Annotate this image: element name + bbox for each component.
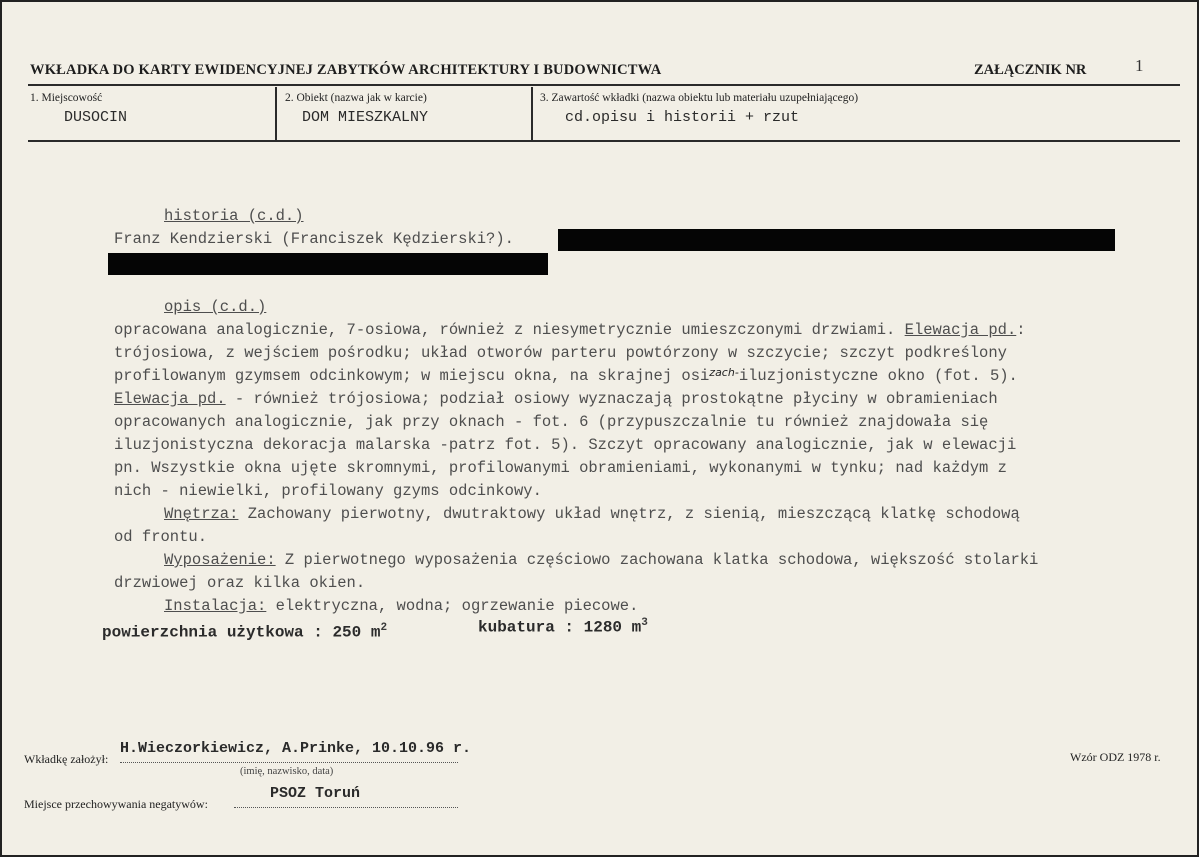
author-dotted-line [120,762,458,763]
redaction-bar [108,253,548,275]
description-line: Elewacja pd. - również trójosiowa; podział osiowy wyznaczają prostokątne płyciny w obramieniach [114,390,998,408]
form-mark: Wzór ODZ 1978 r. [1070,750,1161,764]
description-line: od frontu. [114,528,208,546]
interiors-label: Wnętrza: [164,505,239,523]
handwritten-insert: zach- [709,366,739,379]
contents-value: cd.opisu i historii + rzut [565,109,800,126]
equipment-line: Wyposażenie: Z pierwotnego wyposażenia częściowo zachowana klatka schodowa, większość stolarki [164,551,1039,569]
document-title: WKŁADKA DO KARTY EWIDENCYJNEJ ZABYTKÓW ARCHITEKTURY I BUDOWNICTWA [30,62,662,78]
header-rule [28,84,1180,86]
annex-number: 1 [1135,56,1144,75]
installation-line: Instalacja: elektryczna, wodna; ogrzewanie piecowe. [164,597,639,615]
author-label: Wkładkę założył: [24,752,109,766]
storage-dotted-line [234,807,458,808]
storage-label: Miejsce przechowywania negatywów: [24,797,208,811]
field-divider-1 [275,87,277,141]
description-line: iluzjonistyczna dekoracja malarska -patrz fot. 5). Szczyt opracowany analogicznie, jak w elewacji [114,436,1017,454]
author-value: H.Wieczorkiewicz, A.Prinke, 10.10.96 r. [120,740,472,757]
elevation-south-label: Elewacja pd. [904,321,1017,339]
field-divider-2 [531,87,533,141]
equipment-label: Wyposażenie: [164,551,276,569]
interiors-line: Wnętrza: Zachowany pierwotny, dwutraktowy układ wnętrz, z sienią, mieszczącą klatkę schodową [164,505,1020,523]
description-line: profilowanym gzymsem odcinkowym; w miejscu okna, na skrajnej osi$^{zach-}$iluzjonistyczne okno (fot. 5). [114,366,1018,385]
place-label: 1. Miejscowość [30,92,103,104]
description-heading: opis (c.d.) [164,298,267,316]
description-line: opracowanych analogicznie, jak przy oknach - fot. 6 (przypuszczalnie tu również znajdowała się [114,413,989,431]
fields-rule [28,140,1180,142]
description-line: nich - niewielki, profilowany gzyms odcinkowy. [114,482,542,500]
description-line: trójosiowa, z wejściem pośrodku; układ otworów parteru powtórzony w szczycie; szczyt podkreślony [114,344,1007,362]
description-line: drzwiowej oraz kilka okien. [114,574,366,592]
object-value: DOM MIESZKALNY [302,109,429,126]
history-line: Franz Kendzierski (Franciszek Kędzierski?). [114,230,514,248]
description-line: pn. Wszystkie okna ujęte skromnymi, profilowanymi obramieniami, wykonanymi w tynku; nad każdym z [114,459,1007,477]
storage-value: PSOZ Toruń [270,785,361,802]
cubature: kubatura : 1280 $m^3$ [478,617,648,637]
place-value: DUSOCIN [64,109,128,126]
description-line: opracowana analogicznie, 7-osiowa, również z niesymetrycznie umieszczonymi drzwiami. Elewacja pd.: [114,321,1026,339]
annex-label: ZAŁĄCZNIK NR [974,62,1087,78]
installation-label: Instalacja: [164,597,267,615]
object-label: 2. Obiekt (nazwa jak w karcie) [285,92,427,104]
usable-area: powierzchnia użytkowa : 250 $m^2$ [102,622,388,642]
elevation-south-label-2: Elewacja pd. [114,390,226,408]
redaction-bar [558,229,1115,251]
history-heading: historia (c.d.) [164,207,304,225]
author-caption: (imię, nazwisko, data) [240,766,334,777]
contents-label: 3. Zawartość wkładki (nazwa obiektu lub materiału uzupełniającego) [540,92,859,104]
